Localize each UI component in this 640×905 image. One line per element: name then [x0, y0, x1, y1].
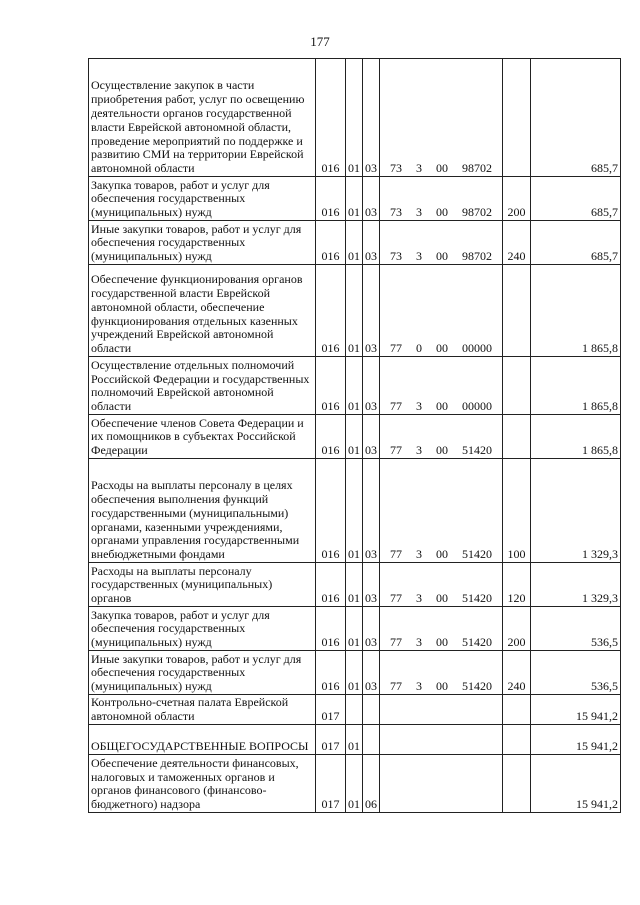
- row-cs: [380, 177, 503, 221]
- row-sum: 15 941,2: [531, 725, 621, 755]
- row-cs: [380, 725, 503, 755]
- row-cs2: 3: [416, 443, 422, 458]
- row-gr: 016: [316, 459, 346, 563]
- row-vr: 200: [503, 177, 531, 221]
- row-sum: 1 865,8: [531, 357, 621, 415]
- table-row: [89, 695, 621, 725]
- row-gr: 016: [316, 221, 346, 265]
- row-cs4: 51420: [462, 679, 492, 694]
- row-sum: 1 329,3: [531, 563, 621, 607]
- row-cs2: 3: [416, 591, 422, 606]
- row-pr: 03: [363, 459, 380, 563]
- row-name: Осуществление отдельных полномочий Российской Федерации и государственных полномочий Еврейской автономной области: [89, 357, 316, 415]
- row-cs3: 00: [436, 591, 448, 606]
- row-cs1: 77: [390, 443, 402, 458]
- row-cs-parts: [382, 206, 500, 220]
- row-cs2: 3: [416, 161, 422, 176]
- row-cs4: 51420: [462, 591, 492, 606]
- row-sum: 536,5: [531, 607, 621, 651]
- row-cs1: 77: [390, 399, 402, 414]
- row-sum: 1 865,8: [531, 265, 621, 357]
- row-gr: 016: [316, 415, 346, 459]
- row-gr: 016: [316, 563, 346, 607]
- row-name: Обеспечение функционирования органов государственной власти Еврейской автономной области, обеспечение функционирования отдельных казенных учреждений Еврейской автономной области: [89, 265, 316, 357]
- row-rz: 01: [346, 459, 363, 563]
- row-cs4: 51420: [462, 635, 492, 650]
- row-cs2: 3: [416, 635, 422, 650]
- row-cs: [380, 459, 503, 563]
- row-cs4: 00000: [462, 399, 492, 414]
- row-cs4: 98702: [462, 205, 492, 220]
- row-vr: [503, 755, 531, 813]
- row-rz: [346, 695, 363, 725]
- row-cs2: 0: [416, 341, 422, 356]
- row-vr: [503, 265, 531, 357]
- row-cs: [380, 755, 503, 813]
- row-cs3: 00: [436, 249, 448, 264]
- row-vr: [503, 695, 531, 725]
- row-cs: [380, 651, 503, 695]
- row-vr: 120: [503, 563, 531, 607]
- row-cs4: 51420: [462, 547, 492, 562]
- row-cs-parts: [382, 444, 500, 458]
- row-vr: [503, 59, 531, 177]
- row-pr: 03: [363, 357, 380, 415]
- row-cs-parts: [382, 342, 500, 356]
- row-cs3: 00: [436, 547, 448, 562]
- row-name: Закупка товаров, работ и услуг для обеспечения государственных (муниципальных) нужд: [89, 177, 316, 221]
- table-row: [89, 725, 621, 755]
- row-sum: 685,7: [531, 177, 621, 221]
- row-cs: [380, 59, 503, 177]
- row-cs4: 00000: [462, 341, 492, 356]
- row-pr: 03: [363, 177, 380, 221]
- row-gr: 016: [316, 607, 346, 651]
- row-rz: 01: [346, 177, 363, 221]
- row-cs-parts: [382, 680, 500, 694]
- row-cs1: 77: [390, 635, 402, 650]
- row-cs3: 00: [436, 161, 448, 176]
- row-pr: [363, 695, 380, 725]
- row-name: Обеспечение членов Совета Федерации и их помощников в субъектах Российской Федерации: [89, 415, 316, 459]
- table-row: [89, 221, 621, 265]
- row-cs-parts: [382, 592, 500, 606]
- row-name: Обеспечение деятельности финансовых, налоговых и таможенных органов и органов финансового (финансово-бюджетного) надзора: [89, 755, 316, 813]
- table-row: [89, 357, 621, 415]
- row-cs2: 3: [416, 249, 422, 264]
- row-vr: 100: [503, 459, 531, 563]
- row-sum: 685,7: [531, 221, 621, 265]
- row-gr: 016: [316, 357, 346, 415]
- table-row: [89, 265, 621, 357]
- row-rz: 01: [346, 563, 363, 607]
- table-body: [89, 59, 621, 813]
- row-name: Иные закупки товаров, работ и услуг для обеспечения государственных (муниципальных) нужд: [89, 221, 316, 265]
- row-vr: 240: [503, 221, 531, 265]
- row-cs-parts: [382, 636, 500, 650]
- table-row: [89, 59, 621, 177]
- row-gr: 016: [316, 177, 346, 221]
- row-cs: [380, 563, 503, 607]
- row-cs2: 3: [416, 399, 422, 414]
- row-rz: 01: [346, 651, 363, 695]
- row-rz: 01: [346, 415, 363, 459]
- row-rz: 01: [346, 725, 363, 755]
- row-sum: 536,5: [531, 651, 621, 695]
- row-name: Контрольно-счетная палата Еврейской автономной области: [89, 695, 316, 725]
- row-cs3: 00: [436, 635, 448, 650]
- row-gr: 017: [316, 695, 346, 725]
- row-cs-parts: [382, 400, 500, 414]
- row-pr: 03: [363, 221, 380, 265]
- table-row: [89, 415, 621, 459]
- row-cs2: 3: [416, 679, 422, 694]
- row-cs: [380, 265, 503, 357]
- row-cs1: 77: [390, 591, 402, 606]
- row-cs3: 00: [436, 679, 448, 694]
- row-vr: [503, 357, 531, 415]
- row-name: ОБЩЕГОСУДАРСТВЕННЫЕ ВОПРОСЫ: [89, 725, 316, 755]
- row-cs: [380, 221, 503, 265]
- table-row: [89, 459, 621, 563]
- row-cs1: 77: [390, 547, 402, 562]
- table-row: [89, 607, 621, 651]
- row-cs4: 98702: [462, 249, 492, 264]
- row-name: Осуществление закупок в части приобретения работ, услуг по освещению деятельности органов государственной власти Еврейской автономной области, проведение мероприятий по поддержке и развитию СМИ на территории Еврейской автономной области: [89, 59, 316, 177]
- row-cs3: 00: [436, 205, 448, 220]
- row-cs1: 77: [390, 341, 402, 356]
- row-cs: [380, 607, 503, 651]
- row-name: Расходы на выплаты персоналу в целях обеспечения выполнения функций государственными (муниципальными) органами, казенными учреждениями, органами управления государственными внебюджетными фондами: [89, 459, 316, 563]
- row-rz: 01: [346, 59, 363, 177]
- row-sum: 685,7: [531, 59, 621, 177]
- row-cs: [380, 357, 503, 415]
- row-gr: 017: [316, 725, 346, 755]
- row-cs-parts: [382, 548, 500, 562]
- row-vr: 200: [503, 607, 531, 651]
- row-pr: [363, 725, 380, 755]
- page-number: 177: [310, 34, 330, 49]
- table-row: [89, 177, 621, 221]
- row-cs4: 51420: [462, 443, 492, 458]
- row-gr: 016: [316, 651, 346, 695]
- budget-table: [88, 58, 621, 813]
- row-vr: [503, 725, 531, 755]
- row-pr: 06: [363, 755, 380, 813]
- row-pr: 03: [363, 415, 380, 459]
- row-rz: 01: [346, 755, 363, 813]
- row-name: Расходы на выплаты персоналу государственных (муниципальных) органов: [89, 563, 316, 607]
- row-rz: 01: [346, 357, 363, 415]
- row-rz: 01: [346, 607, 363, 651]
- row-rz: 01: [346, 221, 363, 265]
- row-gr: 017: [316, 755, 346, 813]
- row-cs: [380, 695, 503, 725]
- row-sum: 15 941,2: [531, 695, 621, 725]
- row-cs1: 77: [390, 679, 402, 694]
- row-cs2: 3: [416, 547, 422, 562]
- table-row: [89, 651, 621, 695]
- row-gr: 016: [316, 59, 346, 177]
- row-cs1: 73: [390, 161, 402, 176]
- row-cs2: 3: [416, 205, 422, 220]
- row-cs3: 00: [436, 341, 448, 356]
- row-cs1: 73: [390, 249, 402, 264]
- row-pr: 03: [363, 59, 380, 177]
- table-row: [89, 563, 621, 607]
- row-cs4: 98702: [462, 161, 492, 176]
- row-rz: 01: [346, 265, 363, 357]
- row-pr: 03: [363, 651, 380, 695]
- row-gr: 016: [316, 265, 346, 357]
- row-sum: 15 941,2: [531, 755, 621, 813]
- row-pr: 03: [363, 265, 380, 357]
- row-pr: 03: [363, 607, 380, 651]
- row-name: Закупка товаров, работ и услуг для обеспечения государственных (муниципальных) нужд: [89, 607, 316, 651]
- row-vr: [503, 415, 531, 459]
- table-row: [89, 755, 621, 813]
- row-cs-parts: [382, 162, 500, 176]
- row-cs1: 73: [390, 205, 402, 220]
- row-name: Иные закупки товаров, работ и услуг для обеспечения государственных (муниципальных) нужд: [89, 651, 316, 695]
- row-pr: 03: [363, 563, 380, 607]
- row-sum: 1 329,3: [531, 459, 621, 563]
- row-vr: 240: [503, 651, 531, 695]
- row-cs3: 00: [436, 443, 448, 458]
- row-cs-parts: [382, 250, 500, 264]
- row-sum: 1 865,8: [531, 415, 621, 459]
- row-cs3: 00: [436, 399, 448, 414]
- row-cs: [380, 415, 503, 459]
